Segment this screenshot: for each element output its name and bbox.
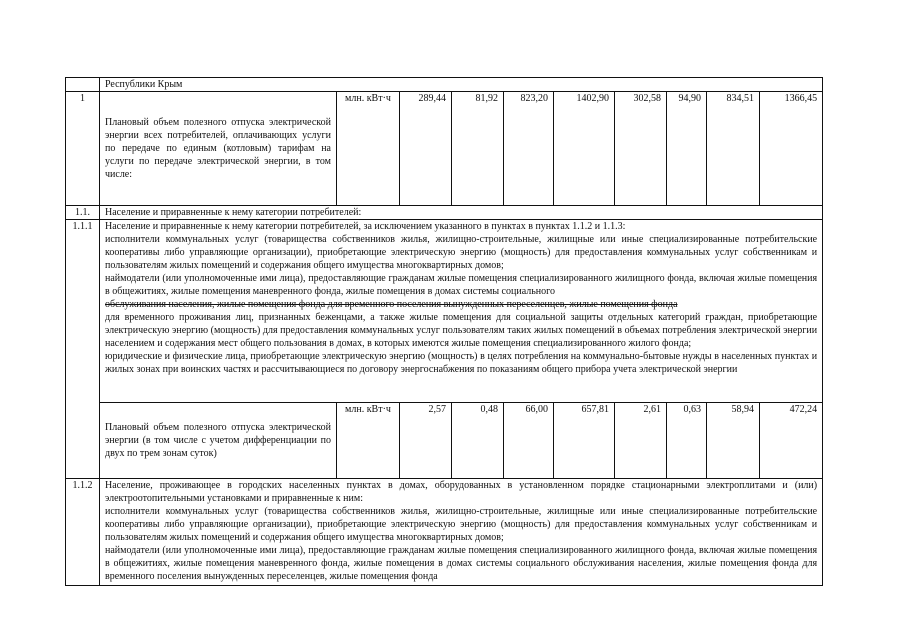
category-line: Население, проживающее в городских населенных пунктах в домах, оборудованных в установленном порядке стационарными электроплитами и (или) электроотопительными установками и приравненные к ним: (105, 480, 818, 504)
value-cell: 81,92 (452, 92, 504, 206)
row-number: 1.1.1 (66, 220, 100, 479)
region-continuation-text: Республики Крым (100, 78, 823, 92)
row-description: Население и приравненные к нему категории потребителей: (100, 206, 823, 220)
row-number-cell (66, 78, 100, 92)
table-row (66, 220, 823, 403)
value-cell: 1366,45 (760, 92, 823, 206)
table-row (66, 403, 823, 479)
value-cell: 1402,90 (554, 92, 615, 206)
category-line: исполнители коммунальных услуг (товарищества собственников жилья, жилищно-строительные, жилищные или иные специализированные потребительские кооперативы либо управляющие организации), приобретающие электрическую энергию (мощность) для предоставления коммунальных услуг собственникам и пользователям жилых помещений и содержания общего имущества многоквартирных домов; (105, 234, 818, 271)
row-description: Плановый объем полезного отпуска электрической энергии (в том числе с учетом дифференциации по двух по трем зонам суток) (100, 403, 337, 479)
category-line: Население и приравненные к нему категории потребителей, за исключением указанного в пунктах в пунктах 1.1.2 и 1.1.3: (105, 221, 626, 232)
value-cell: 472,24 (760, 403, 823, 479)
table-row (66, 92, 823, 206)
row-number: 1 (66, 92, 100, 206)
category-description (100, 479, 823, 586)
category-line: юридические и физические лица, приобретающие электрическую энергию (мощность) в целях потребления на коммунально-бытовые нужды в населенных пунктах и жилых зонах при воинских частях и рассчитывающиеся по договору энергоснабжения по показаниям общего прибора учета электрической энергии (105, 351, 818, 375)
value-cell: 2,57 (400, 403, 452, 479)
category-description (100, 220, 823, 403)
value-cell: 289,44 (400, 92, 452, 206)
value-cell: 0,63 (667, 403, 707, 479)
table-row (66, 206, 823, 220)
category-line: исполнители коммунальных услуг (товарищества собственников жилья, жилищно-строительные, жилищные или иные специализированные потребительские кооперативы либо управляющие организации), приобретающие электрическую энергию (мощность) для предоставления коммунальных услуг собственникам и пользователям жилых помещений и содержания общего имущества многоквартирных домов; (105, 506, 818, 543)
table-row (66, 479, 823, 586)
unit-cell: млн. кВт·ч (337, 403, 400, 479)
table-row (66, 78, 823, 92)
row-number: 1.1. (66, 206, 100, 220)
category-line: наймодатели (или уполномоченные ими лица), предоставляющие гражданам жилые помещения специализированного жилищного фонда, включая жилые помещения в общежитиях, жилые помещения маневренного фонда, жилые помещения в домах системы социального обслуживания населения, жилые помещения фонда для временного поселения вынужденных переселенцев, жилые помещения фонда (105, 545, 818, 582)
row-number: 1.1.2 (66, 479, 100, 586)
value-cell: 2,61 (615, 403, 667, 479)
value-cell: 657,81 (554, 403, 615, 479)
category-line: наймодатели (или уполномоченные ими лица), предоставляющие гражданам жилые помещения специализированного жилищного фонда, включая жилые помещения в общежитиях, жилые помещения маневренного фонда, жилые помещения в домах системы социального (105, 273, 818, 297)
value-cell: 58,94 (707, 403, 760, 479)
value-cell: 302,58 (615, 92, 667, 206)
category-line: для временного проживания лиц, признанных беженцами, а также жилые помещения для социальной защиты отдельных категорий граждан, приобретающие электрическую энергию (мощность) для предоставления коммунальных услуг пользователям таких жилых помещений в объемах потребления электрической энергии населением и содержания мест общего пользования в домах, в которых имеются жилые помещения специализированного жилого фонда; (105, 312, 818, 349)
category-line: обслуживания населения, жилые помещения фонда для временного поселения вынужденных переселенцев, жилые помещения фонда (105, 299, 678, 310)
row-description: Плановый объем полезного отпуска электрической энергии всех потребителей, оплачивающих услуги по передаче по единым (котловым) тарифам на услуги по передаче электрической энергии, в том числе: (100, 92, 337, 206)
value-cell: 94,90 (667, 92, 707, 206)
value-cell: 66,00 (504, 403, 554, 479)
tariff-volume-table (65, 77, 823, 586)
value-cell: 0,48 (452, 403, 504, 479)
value-cell: 834,51 (707, 92, 760, 206)
value-cell: 823,20 (504, 92, 554, 206)
unit-cell: млн. кВт·ч (337, 92, 400, 206)
